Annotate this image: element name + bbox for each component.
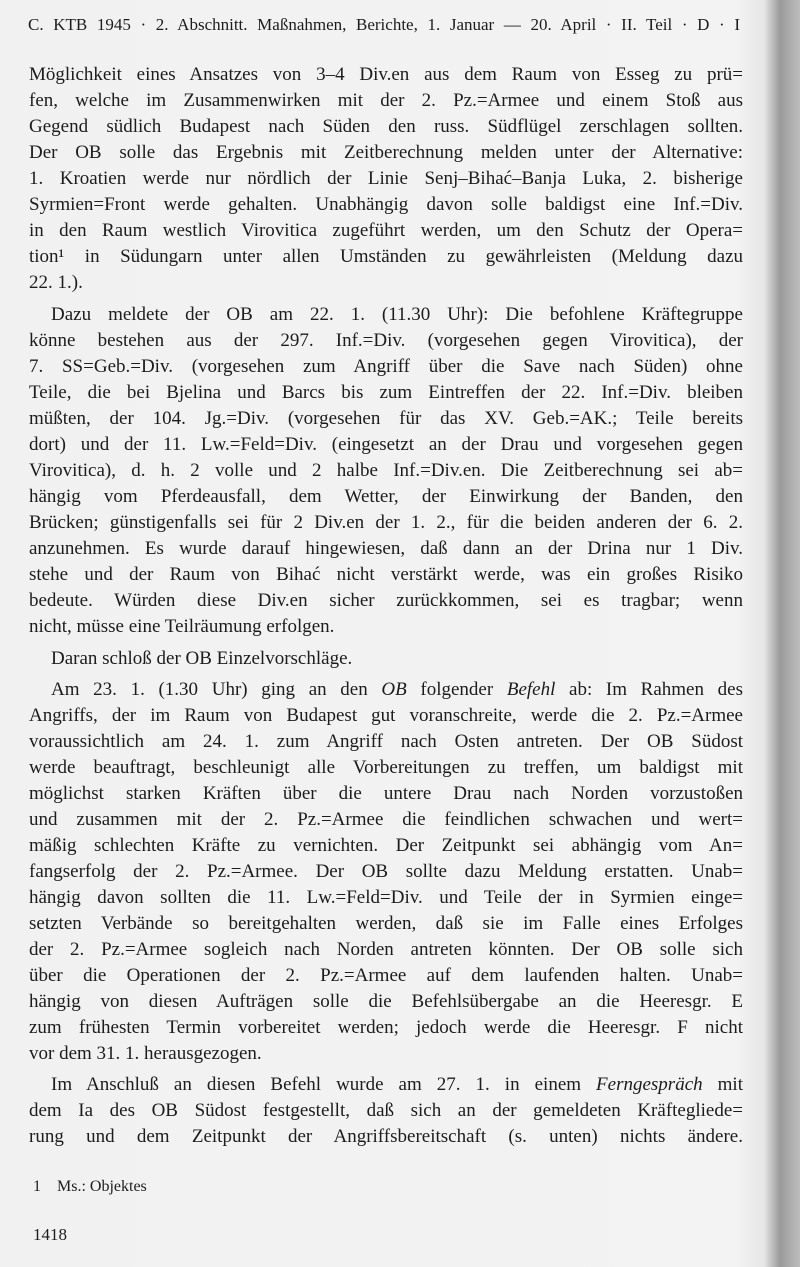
text-line: hängig davon sollten die 11. Lw.=Feld=Div. und Teile der in Syrmien einge= [29,887,743,908]
paragraph [29,1072,743,1150]
text-line: fangserfolg der 2. Pz.=Armee. Der OB sollte dazu Meldung erstatten. Unab= [29,861,743,882]
text-line: Möglichkeit eines Ansatzes von 3–4 Div.en aus dem Raum von Esseg zu prü= [29,64,743,85]
text-line: könne bestehen aus der 297. Inf.=Div. (vorgesehen gegen Virovitica), der [29,330,743,351]
italic-text: Befehl [506,679,556,700]
body-text [29,62,743,1156]
paragraph [29,646,743,672]
text-line: und zusammen mit der 2. Pz.=Armee die feindlichen schwachen und wert= [29,809,743,830]
text-line: Virovitica), d. h. 2 volle und 2 halbe Inf.=Div.en. Die Zeitberechnung sei ab= [29,460,743,481]
text-line [29,1072,743,1098]
text-line: Dazu meldete der OB am 22. 1. (11.30 Uhr): Die befohlene Kräftegruppe [51,304,743,325]
italic-text: OB [381,679,407,700]
text-line: 7. SS=Geb.=Div. (vorgesehen zum Angriff über die Save nach Süden) ohne [29,356,743,377]
footnote [33,1175,147,1199]
text-span: Am 23. 1. (1.30 Uhr) ging an den [51,679,382,700]
paragraph [29,677,743,1067]
text-line: 1. Kroatien werde nur nördlich der Linie Senj–Bihać–Banja Luka, 2. bisherige [29,168,743,189]
text-line: Gegend südlich Budapest nach Süden den russ. Südflügel zerschlagen sollten. [29,116,743,137]
text-line: mäßig schlechten Kräfte zu vernichten. Der Zeitpunkt sei abhängig vom An= [29,835,743,856]
running-header: C. KTB 1945 · 2. Abschnitt. Maßnahmen, Berichte, 1. Januar — 20. April · II. Teil · D · I [28,15,740,34]
text-line: fen, welche im Zusammenwirken mit der 2. Pz.=Armee und einem Stoß aus [29,90,743,111]
text-span: mit [702,1074,743,1095]
text-line: 22. 1.). [29,272,83,293]
paragraph [29,62,743,296]
text-line: Der OB solle das Ergebnis mit Zeitberechnung melden unter der Alternative: [29,142,743,163]
text-line: Angriffs, der im Raum von Budapest gut voranschreite, werde die 2. Pz.=Armee [29,705,743,726]
text-line: in den Raum westlich Virovitica zugeführt werden, um den Schutz der Opera= [29,220,743,241]
text-line: Syrmien=Front werde gehalten. Unabhängig davon solle baldigst eine Inf.=Div. [29,194,743,215]
text-line: dort) und der 11. Lw.=Feld=Div. (eingesetzt an der Drau und vorgesehen gegen [29,434,743,455]
text-line: stehe und der Raum von Bihać nicht verstärkt werde, was ein großes Risiko [29,564,743,585]
page-number: 1418 [33,1225,67,1244]
text-line: hängig vom Pferdeausfall, dem Wetter, der Einwirkung der Banden, den [29,486,743,507]
text-span: folgender [406,679,507,700]
text-line [29,677,743,703]
text-line: setzten Verbände so bereitgehalten werden, daß sie im Falle eines Erfolges [29,913,743,934]
text-line: nicht, müsse eine Teilräumung erfolgen. [29,616,335,637]
text-line: müßten, der 104. Jg.=Div. (vorgesehen für das XV. Geb.=AK.; Teile bereits [29,408,743,429]
text-line: über die Operationen der 2. Pz.=Armee auf dem laufenden halten. Unab= [29,965,743,986]
text-line: Daran schloß der OB Einzelvorschläge. [51,648,353,669]
text-line: werde beauftragt, beschleunigt alle Vorbereitungen zu treffen, um baldigst mit [29,757,743,778]
text-span: Im Anschluß an diesen Befehl wurde am 27. 1. in einem [51,1074,597,1095]
italic-text: Ferngespräch [596,1074,703,1095]
text-line: tion¹ in Südungarn unter allen Umständen zu gewährleisten (Meldung dazu [29,246,743,267]
text-line: zum frühesten Termin vorbereitet werden; jedoch werde die Heeresgr. F nicht [29,1017,743,1038]
text-line: der 2. Pz.=Armee sogleich nach Norden antreten könnten. Der OB solle sich [29,939,743,960]
text-line: möglichst starken Kräften über die untere Drau nach Norden vorzustoßen [29,783,743,804]
text-line: bedeute. Würden diese Div.en sicher zurückkommen, sei es tragbar; wenn [29,590,743,611]
paragraph [29,302,743,640]
text-line: dem Ia des OB Südost festgestellt, daß sich an der gemeldeten Kräftegliede= [29,1100,743,1121]
footnote-text: Ms.: Objektes [57,1178,147,1195]
text-span: ab: Im Rahmen des [555,679,743,700]
text-line: anzunehmen. Es wurde darauf hingewiesen, daß dann an der Drina nur 1 Div. [29,538,743,559]
text-line: voraussichtlich am 24. 1. zum Angriff nach Osten antreten. Der OB Südost [29,731,743,752]
text-line: hängig von diesen Aufträgen solle die Befehlsübergabe an die Heeresgr. E [29,991,743,1012]
footnote-number: 1 [33,1178,41,1195]
text-line: Teile, die bei Bjelina und Barcs bis zum Eintreffen der 22. Inf.=Div. bleiben [29,382,743,403]
text-line: Brücken; günstigenfalls sei für 2 Div.en der 1. 2., für die beiden anderen der 6. 2. [29,512,743,533]
text-line: rung und dem Zeitpunkt der Angriffsbereitschaft (s. unten) nichts ändere. [29,1126,743,1147]
text-line: vor dem 31. 1. herausgezogen. [29,1043,262,1064]
